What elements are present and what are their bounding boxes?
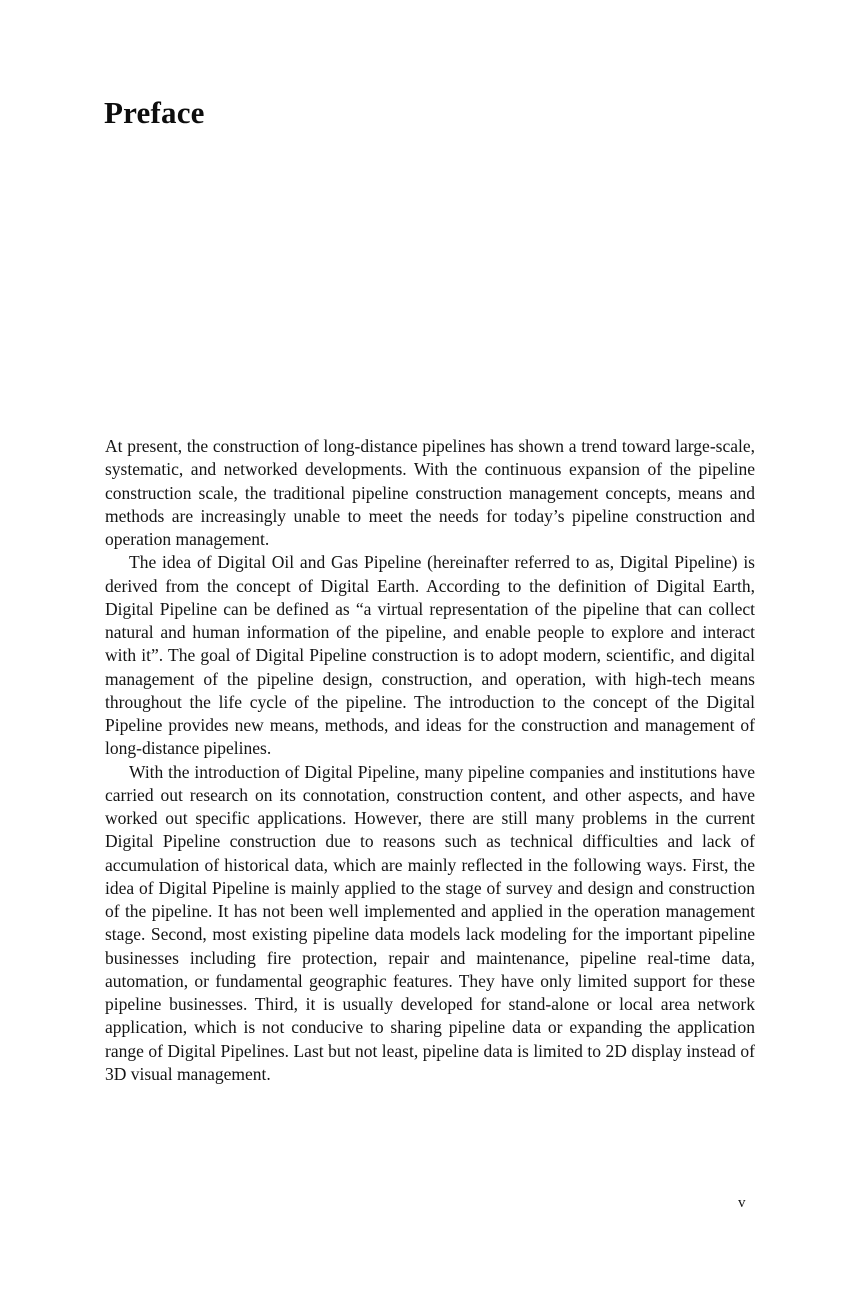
- preface-heading: Preface: [104, 95, 205, 130]
- preface-paragraph-1: At present, the construction of long-distance pipelines has shown a trend toward large-scale, systematic, and networked developments. With the continuous expansion of the pipeline construction scale, the traditional pipeline construction management concepts, means and methods are increasingly unable to meet the needs for today’s pipeline construction and operation management.: [105, 436, 755, 549]
- preface-body: [105, 435, 755, 1086]
- preface-paragraph-2: The idea of Digital Oil and Gas Pipeline (hereinafter referred to as, Digital Pipeline) is derived from the concept of Digital Earth. According to the definition of Digital Earth, Digital Pipeline can be defined as “a virtual representation of the pipeline that can collect natural and human information of the pipeline, and enable people to explore and interact with it”. The goal of Digital Pipeline construction is to adopt modern, scientific, and digital management of the pipeline design, construction, and operation, with high-tech means throughout the life cycle of the pipeline. The introduction to the concept of the Digital Pipeline provides new means, methods, and ideas for the construction and management of long-distance pipelines.: [105, 552, 755, 759]
- preface-paragraph-3: With the introduction of Digital Pipeline, many pipeline companies and institutions have carried out research on its connotation, construction content, and other aspects, and have worked out specific applications. However, there are still many problems in the current Digital Pipeline construction due to reasons such as technical difficulties and lack of accumulation of historical data, which are mainly reflected in the following ways. First, the idea of Digital Pipeline is mainly applied to the stage of survey and design and construction of the pipeline. It has not been well implemented and applied in the operation management stage. Second, most existing pipeline data models lack modeling for the important pipeline businesses including fire protection, repair and maintenance, pipeline real-time data, automation, or fundamental geographic features. They have only limited support for these pipeline businesses. Third, it is usually developed for stand-alone or local area network application, which is not conducive to sharing pipeline data or expanding the application range of Digital Pipelines. Last but not least, pipeline data is limited to 2D display instead of 3D visual management.: [105, 761, 755, 1084]
- page-number: v: [738, 1195, 746, 1211]
